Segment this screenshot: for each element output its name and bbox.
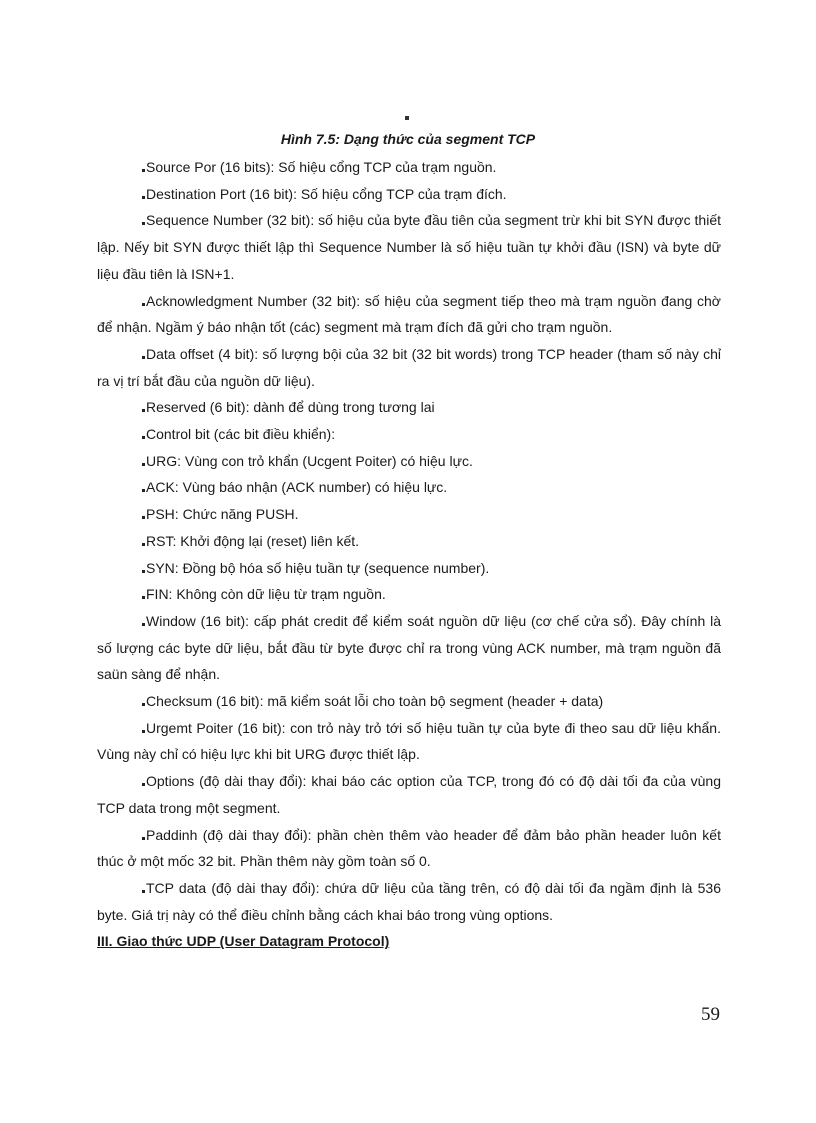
paragraph-syn <box>97 555 721 582</box>
body-content <box>97 154 721 955</box>
bullet-icon <box>142 489 145 492</box>
paragraph-psh <box>97 501 721 528</box>
paragraph-urg <box>97 448 721 475</box>
paragraph-source-port <box>97 154 721 181</box>
paragraph-control-bit <box>97 421 721 448</box>
paragraph-urgent-pointer <box>97 715 721 768</box>
paragraph-window <box>97 608 721 688</box>
bullet-icon <box>142 837 145 840</box>
paragraph-text: Reserved (6 bit): dành để dùng trong tương lai <box>146 399 435 416</box>
figure-caption: Hình 7.5: Dạng thức của segment TCP <box>280 131 536 147</box>
paragraph-data-offset <box>97 341 721 394</box>
paragraph-text: Paddinh (độ dài thay đổi): phần chèn thêm vào header để đảm bảo phần header luôn kết thúc ở một mốc 32 bit. Phần thêm này gồm toàn số 0. <box>97 826 721 870</box>
bullet-icon <box>142 169 145 172</box>
paragraph-text: RST: Khởi động lại (reset) liên kết. <box>146 532 360 549</box>
paragraph-text: FIN: Không còn dữ liệu từ trạm nguồn. <box>146 586 386 603</box>
bullet-icon <box>142 730 145 733</box>
paragraph-destination-port <box>97 181 721 208</box>
figure-placeholder-mark <box>405 116 409 120</box>
bullet-icon <box>142 303 145 306</box>
paragraph-text: Data offset (4 bit): số lượng bội của 32 bit (32 bit words) trong TCP header (tham số này chỉ ra vị trí bắt đầu của nguồn dữ liệu). <box>97 345 721 389</box>
bullet-icon <box>142 890 145 893</box>
bullet-icon <box>142 222 145 225</box>
paragraph-text: TCP data (độ dài thay đổi): chứa dữ liệu của tầng trên, có độ dài tối đa ngầm định là 536 byte. Giá trị này có thể điều chỉnh bằng cách khai báo trong vùng options. <box>97 879 721 923</box>
paragraph-fin <box>97 581 721 608</box>
paragraph-tcp-data <box>97 875 721 928</box>
page-number: 59 <box>701 1004 720 1025</box>
paragraph-text: Urgemt Poiter (16 bit): con trỏ này trỏ tới số hiệu tuần tự của byte đi theo sau dữ liệu khẩn. Vùng này chỉ có hiệu lực khi bit URG được thiết lập. <box>97 719 721 763</box>
paragraph-text: Window (16 bit): cấp phát credit để kiểm soát nguồn dữ liệu (cơ chế cửa sổ). Đây chính là số lượng các byte dữ liệu, bắt đầu từ byte được chỉ ra trong vùng ACK number, mà trạm nguồn đã saün sàng để nhận. <box>97 612 721 683</box>
bullet-icon <box>142 783 145 786</box>
paragraph-text: Sequence Number (32 bit): số hiệu của byte đầu tiên của segment trừ khi bit SYN được thiết lập. Nếy bit SYN được thiết lập thì Sequence Number là số hiệu tuần tự khởi đầu (ISN) và byte dữ liệu đầu tiên là ISN+1. <box>97 212 721 282</box>
bullet-icon <box>142 623 145 626</box>
paragraph-text: URG: Vùng con trỏ khẩn (Ucgent Poiter) có hiệu lực. <box>146 452 473 469</box>
paragraph-text: Checksum (16 bit): mã kiểm soát lỗi cho toàn bộ segment (header + data) <box>146 693 604 710</box>
section-heading-udp: III. Giao thức UDP (User Datagram Protocol) <box>97 933 390 950</box>
paragraph-text: SYN: Đồng bộ hóa số hiệu tuần tự (sequence number). <box>146 559 490 576</box>
paragraph-reserved <box>97 394 721 421</box>
paragraph-text: Source Por (16 bits): Số hiệu cổng TCP của trạm nguồn. <box>146 159 497 175</box>
paragraph-text: Destination Port (16 bit): Số hiệu cổng TCP của trạm đích. <box>146 185 507 202</box>
bullet-icon <box>142 570 145 573</box>
bullet-icon <box>142 463 145 466</box>
paragraph-padding <box>97 822 721 875</box>
paragraph-checksum <box>97 688 721 715</box>
paragraph-rst <box>97 528 721 555</box>
bullet-icon <box>142 516 145 519</box>
paragraph-text: Options (độ dài thay đổi): khai báo các option của TCP, trong đó có độ dài tối đa của vùng TCP data trong một segment. <box>97 773 721 816</box>
paragraph-acknowledgment-number <box>97 288 721 341</box>
bullet-icon <box>142 436 145 439</box>
bullet-icon <box>142 703 145 706</box>
paragraph-text: Control bit (các bit điều khiển): <box>146 426 336 443</box>
bullet-icon <box>142 409 145 412</box>
paragraph-text: ACK: Vùng báo nhận (ACK number) có hiệu lực. <box>146 479 448 496</box>
bullet-icon <box>142 196 145 199</box>
paragraph-text: PSH: Chức năng PUSH. <box>146 506 299 523</box>
bullet-icon <box>142 596 145 599</box>
bullet-icon <box>142 356 145 359</box>
paragraph-text: Acknowledgment Number (32 bit): số hiệu của segment tiếp theo mà trạm nguồn đang chờ để nhận. Ngầm ý báo nhận tốt (các) segment mà trạm đích đã gửi cho trạm nguồn. <box>97 292 721 336</box>
paragraph-ack <box>97 474 721 501</box>
paragraph-options <box>97 768 721 821</box>
bullet-icon <box>142 543 145 546</box>
paragraph-sequence-number <box>97 207 721 287</box>
